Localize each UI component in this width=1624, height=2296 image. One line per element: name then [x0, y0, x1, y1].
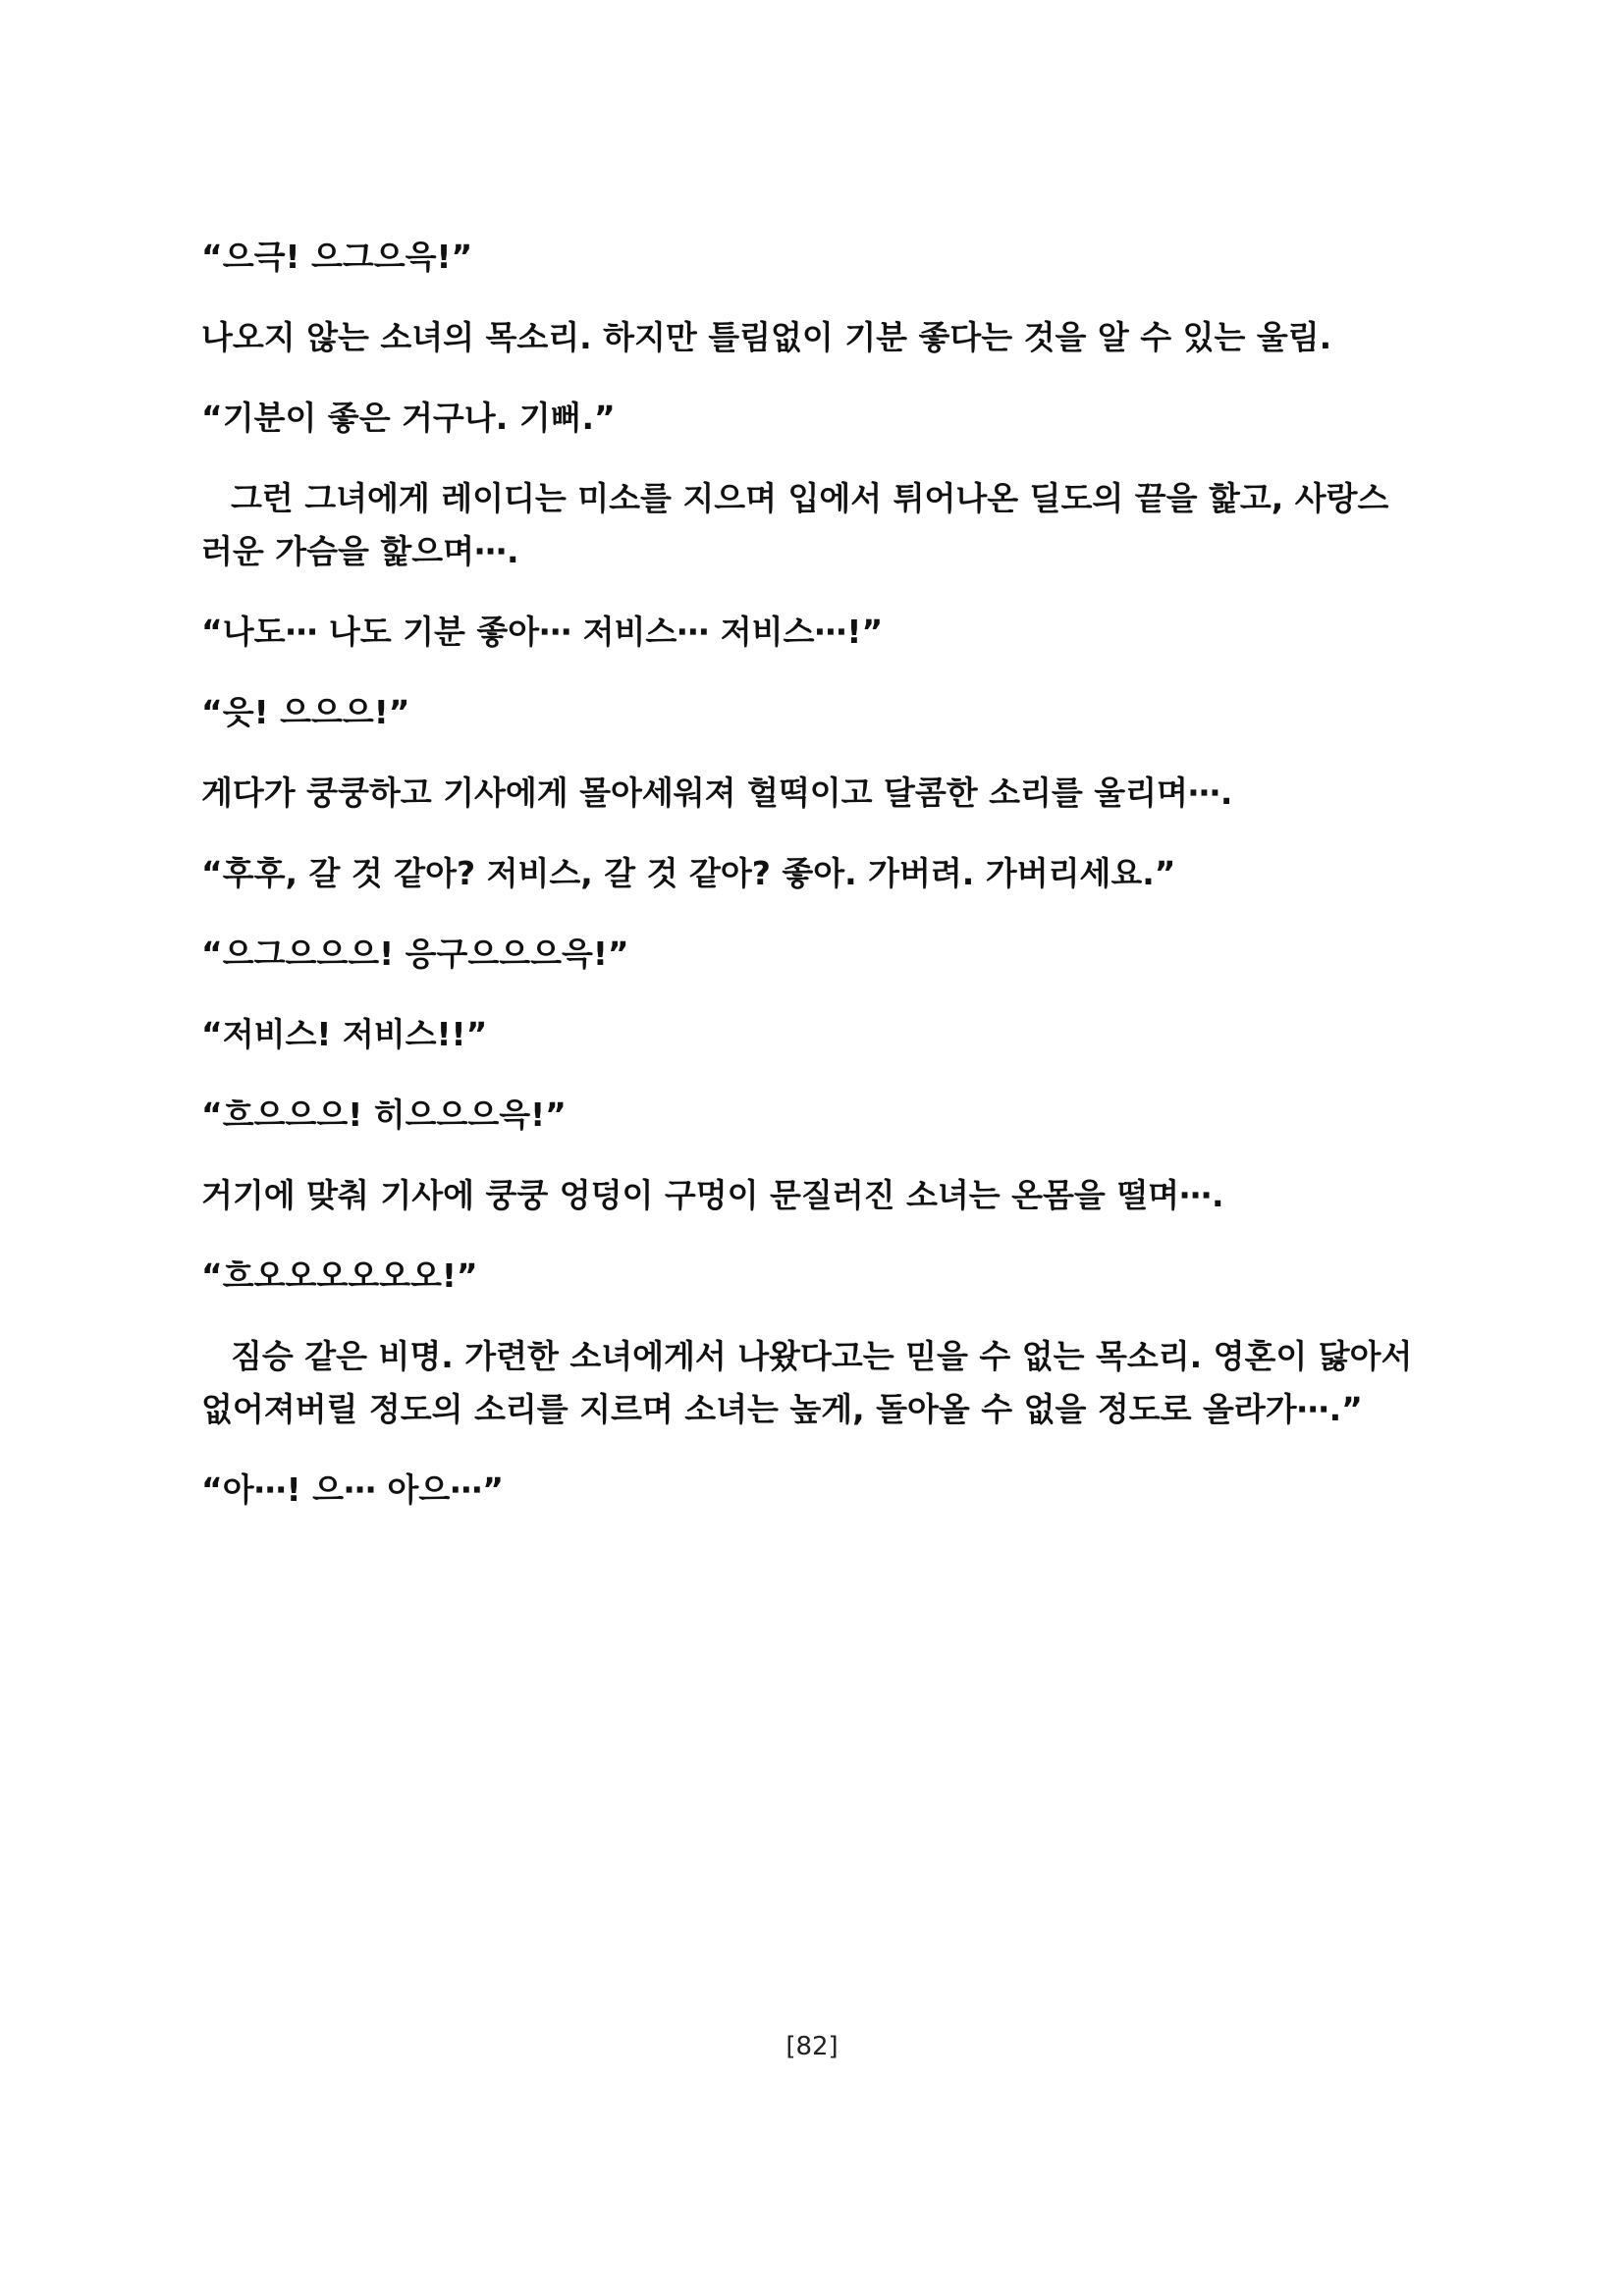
paragraph — [201, 1089, 1429, 1142]
paragraph — [201, 231, 1429, 284]
page-number: [82] — [785, 2032, 839, 2061]
paragraph-line: “흐오오오오오오!” — [201, 1256, 478, 1295]
paragraph-line: “으그으으으! 응구으으으윽!” — [201, 934, 629, 973]
paragraph-line: 없어져버릴 정도의 소리를 지르며 소녀는 높게, 돌아올 수 없을 정도로 올라가⋯.” — [201, 1390, 1363, 1428]
body-text — [201, 231, 1429, 1544]
paragraph-line: “으극! 으그으윽!” — [201, 238, 473, 276]
paragraph-line: “나도⋯ 나도 기분 좋아⋯ 저비스⋯ 저비스⋯!” — [201, 613, 884, 651]
paragraph — [201, 1464, 1429, 1517]
paragraph-line: “후후, 갈 것 같아? 저비스, 갈 것 같아? 좋아. 가버려. 가버리세요.” — [201, 854, 1176, 892]
paragraph — [201, 686, 1429, 739]
paragraph-line: 짐승 같은 비명. 가련한 소녀에게서 나왔다고는 믿을 수 없는 목소리. 영혼이 닳아서 — [231, 1337, 1413, 1375]
paragraph-line: “저비스! 저비스!!” — [201, 1015, 488, 1053]
paragraph — [201, 392, 1429, 445]
paragraph — [201, 311, 1429, 364]
paragraph — [201, 928, 1429, 981]
paragraph-line: “흐으으으! 히으으으윽!” — [201, 1095, 567, 1134]
paragraph — [201, 847, 1429, 900]
paragraph-line: “읏! 으으으!” — [201, 693, 410, 731]
paragraph-line: 게다가 쿵쿵하고 기사에게 몰아세워져 헐떡이고 달콤한 소리를 울리며⋯. — [201, 774, 1233, 812]
paragraph — [201, 1330, 1429, 1436]
paragraph-line: 나오지 않는 소녀의 목소리. 하지만 틀림없이 기분 좋다는 것을 알 수 있는 울림. — [201, 318, 1332, 356]
paragraph — [201, 472, 1429, 578]
paragraph-line: “아⋯! 으⋯ 아으⋯” — [201, 1470, 504, 1509]
paragraph — [201, 767, 1429, 820]
paragraph — [201, 606, 1429, 659]
paragraph — [201, 1250, 1429, 1303]
paragraph — [201, 1169, 1429, 1222]
paragraph-line: 그런 그녀에게 레이디는 미소를 지으며 입에서 튀어나온 딜도의 끝을 핥고, 사랑스 — [231, 479, 1389, 517]
paragraph-line: “기분이 좋은 거구나. 기뻐.” — [201, 399, 616, 437]
paragraph — [201, 1008, 1429, 1061]
paragraph-line: 거기에 맞춰 기사에 쿵쿵 엉덩이 구멍이 문질러진 소녀는 온몸을 떨며⋯. — [201, 1176, 1224, 1214]
paragraph-line: 러운 가슴을 핥으며⋯. — [201, 532, 519, 570]
